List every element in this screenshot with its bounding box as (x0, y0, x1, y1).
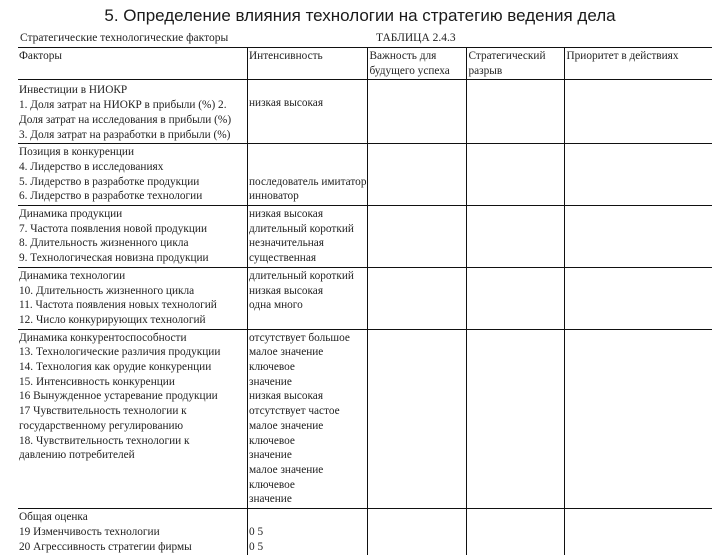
importance-cell (368, 144, 467, 206)
factors-cell-line: Динамика технологии (19, 269, 126, 282)
priority-cell (565, 509, 713, 555)
intensity-cell-line: незначительная (249, 237, 324, 250)
factors-cell-line: 6. Лидерство в разработке технологии (19, 190, 203, 203)
factors-cell-line: 3. Доля затрат на разработки в прибыли (%) (19, 128, 231, 141)
intensity-cell-line: существенная (249, 252, 317, 265)
intensity-cell-line: последователь имитатор (249, 175, 367, 188)
intensity-cell-line: ключевое (249, 478, 295, 491)
header-priority: Приоритет в действиях (565, 48, 713, 80)
factors-cell-line: Динамика конкурентоспособности (19, 331, 187, 344)
factors-cell-line: 7. Частота появления новой продукции (19, 222, 207, 235)
intensity-cell (248, 267, 368, 329)
table-subtitle: Стратегические технологические факторы (20, 32, 229, 44)
gap-cell (467, 206, 565, 268)
intensity-cell-line: 0 5 (249, 540, 264, 553)
intensity-cell-line: низкая высокая (249, 390, 324, 403)
intensity-cell-line: значение (249, 493, 292, 506)
intensity-cell (248, 80, 368, 144)
intensity-cell-line: низкая высокая (249, 284, 324, 297)
importance-cell (368, 80, 467, 144)
priority-cell (565, 144, 713, 206)
intensity-cell-line: длительный короткий (249, 269, 354, 282)
importance-cell (368, 267, 467, 329)
factors-cell-line: 5. Лидерство в разработке продукции (19, 175, 200, 188)
factors-cell (18, 267, 248, 329)
table-row (18, 267, 712, 329)
factors-table (18, 47, 712, 555)
gap-cell (467, 80, 565, 144)
factors-cell-line: Инвестиции в НИОКР (19, 84, 128, 97)
factors-cell-line: давлению потребителей (19, 449, 135, 462)
factors-cell (18, 206, 248, 268)
intensity-cell-line: отсутствует частое (249, 405, 340, 418)
header-intensity: Интенсивность (248, 48, 368, 80)
table-row (18, 80, 712, 144)
factors-cell-line: 4. Лидерство в исследованиях (19, 160, 164, 173)
intensity-cell-line: ключевое (249, 361, 295, 374)
factors-cell-line: 19 Изменчивость технологии (19, 525, 160, 538)
factors-cell-line: 15. Интенсивность конкуренции (19, 375, 175, 388)
intensity-cell-line: отсутствует большое (249, 331, 350, 344)
importance-cell (368, 206, 467, 268)
gap-cell (467, 267, 565, 329)
header-importance: Важность для будущего успеха (368, 48, 467, 80)
table-label: ТАБЛИЦА 2.4.3 (376, 32, 456, 44)
factors-cell-line: Доля затрат на исследования в прибыли (%) (19, 113, 232, 126)
priority-cell (565, 329, 713, 508)
intensity-cell-line: 0 5 (249, 525, 264, 538)
intensity-cell-line: ключевое (249, 434, 295, 447)
table-row (18, 144, 712, 206)
factors-cell-line: Позиция в конкуренции (19, 146, 135, 159)
gap-cell (467, 144, 565, 206)
intensity-cell (248, 206, 368, 268)
factors-cell-line: 16 Вынужденное устаревание продукции (19, 390, 218, 403)
factors-cell-line: Динамика продукции (19, 208, 123, 221)
factors-cell-line: 10. Длительность жизненного цикла (19, 284, 195, 297)
intensity-cell (248, 509, 368, 555)
intensity-cell (248, 144, 368, 206)
factors-cell (18, 509, 248, 555)
factors-cell-line: 11. Частота появления новых технологий (19, 299, 217, 312)
importance-cell (368, 509, 467, 555)
intensity-cell (248, 329, 368, 508)
intensity-cell-line (249, 81, 366, 96)
factors-cell-line: 20 Агрессивность стратегии фирмы (19, 540, 192, 553)
factors-cell-line: Общая оценка (19, 511, 88, 524)
header-factors: Факторы (19, 50, 62, 62)
factors-cell (18, 144, 248, 206)
page-title: 5. Определение влияния технологии на стратегию ведения дела (104, 6, 616, 25)
intensity-cell-line: низкая высокая (249, 208, 324, 221)
factors-cell-line: 14. Технология как орудие конкуренции (19, 361, 212, 374)
priority-cell (565, 206, 713, 268)
intensity-cell-line: значение (249, 449, 292, 462)
intensity-cell-line: длительный короткий (249, 222, 354, 235)
priority-cell (565, 267, 713, 329)
intensity-cell-line: одна много (249, 299, 303, 312)
factors-cell-line: 8. Длительность жизненного цикла (19, 237, 189, 250)
factors-cell (18, 329, 248, 508)
intensity-cell-line (249, 160, 366, 175)
intensity-cell-line: инноватор (249, 190, 299, 203)
factors-cell-line: государственному регулированию (19, 419, 184, 432)
table-row (18, 329, 712, 508)
intensity-cell-line: малое значение (249, 463, 324, 476)
header-gap: Стратегический разрыв (467, 48, 565, 80)
importance-cell (368, 329, 467, 508)
factors-cell-line: 1. Доля затрат на НИОКР в прибыли (%) 2. (19, 99, 227, 112)
factors-cell-line: 18. Чувствительность технологии к (19, 434, 190, 447)
gap-cell (467, 509, 565, 555)
intensity-cell-line (249, 510, 366, 525)
intensity-cell-line (249, 145, 366, 160)
priority-cell (565, 80, 713, 144)
table-row (18, 206, 712, 268)
intensity-cell-line: значение (249, 375, 292, 388)
intensity-cell-line: малое значение (249, 419, 324, 432)
table-row (18, 509, 712, 555)
factors-cell-line: 12. Число конкурирующих технологий (19, 313, 206, 326)
intensity-cell-line: низкая высокая (249, 97, 324, 110)
factors-cell-line: 13. Технологические различия продукции (19, 346, 221, 359)
factors-cell (18, 80, 248, 144)
header-row (18, 48, 712, 80)
factors-cell-line: 9. Технологическая новизна продукции (19, 252, 209, 265)
intensity-cell-line: малое значение (249, 346, 324, 359)
factors-cell-line: 17 Чувствительность технологии к (19, 405, 187, 418)
gap-cell (467, 329, 565, 508)
